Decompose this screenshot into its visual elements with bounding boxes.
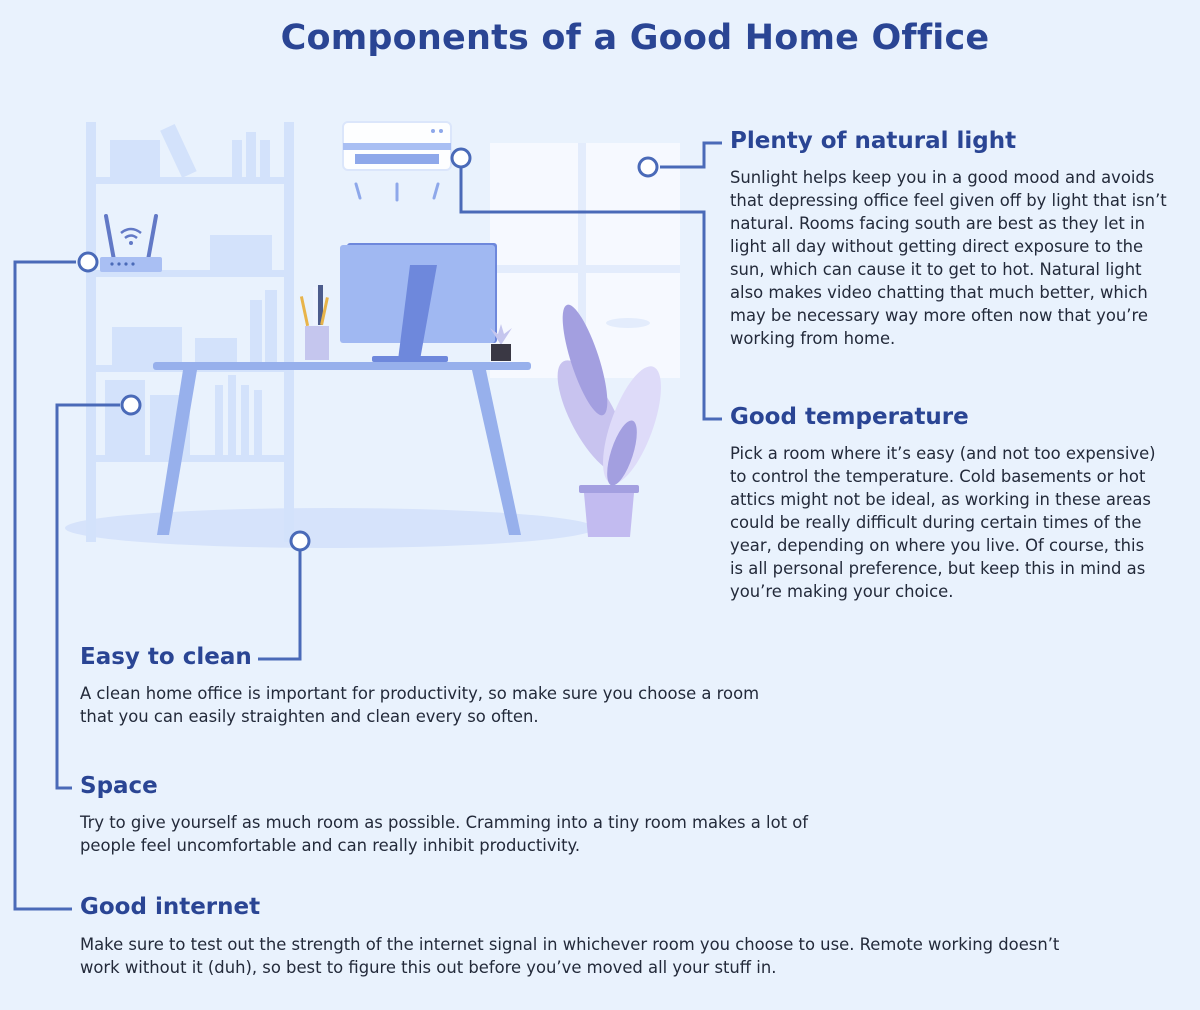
marker-space xyxy=(122,396,140,414)
connector-clean xyxy=(258,551,300,659)
temperature-heading: Good temperature xyxy=(730,404,969,430)
page-title: Components of a Good Home Office xyxy=(280,18,990,58)
internet-body: Make sure to test out the strength of the internet signal in whichever room you choose to use. Remote working doesn’t work without it (duh), so best to figure this out before you’ve moved all your stuff in. xyxy=(80,935,1060,977)
space-body: Try to give yourself as much room as possible. Cramming into a tiny room makes a lot of people feel uncomfortable and can really inhibit productivity. xyxy=(80,813,809,855)
marker-internet xyxy=(79,253,97,271)
connector-temperature xyxy=(461,167,722,419)
marker-temperature xyxy=(452,149,470,167)
clean-body: A clean home office is important for productivity, so make sure you choose a room that you can easily straighten and clean every so often. xyxy=(80,684,760,726)
natural-light-heading: Plenty of natural light xyxy=(730,128,1017,154)
marker-natural-light xyxy=(639,158,657,176)
internet-heading: Good internet xyxy=(80,894,261,920)
marker-clean xyxy=(291,532,309,550)
natural-light-body: Sunlight helps keep you in a good mood and avoids that depressing office feel given off by light that isn’t natural. Rooms facing south are best as they let in light all day without getting direct exposure to the sun, which can cause it to get to hot. Natural light also makes video chatting that much better, which may be necessary way more often now that you’re working from home. xyxy=(730,168,1167,348)
connector-internet xyxy=(15,262,76,909)
clean-heading: Easy to clean xyxy=(80,644,252,670)
connector-natural-light xyxy=(660,143,722,167)
temperature-body: Pick a room where it’s easy (and not too expensive) to control the temperature. Cold basements or hot attics might not be ideal, as working in these areas could be really difficult during certain times of the year, depending on where you live. Of course, this is all personal preference, but keep this in mind as you’re making your choice. xyxy=(730,444,1156,601)
connector-space xyxy=(57,405,120,788)
space-heading: Space xyxy=(80,773,158,799)
